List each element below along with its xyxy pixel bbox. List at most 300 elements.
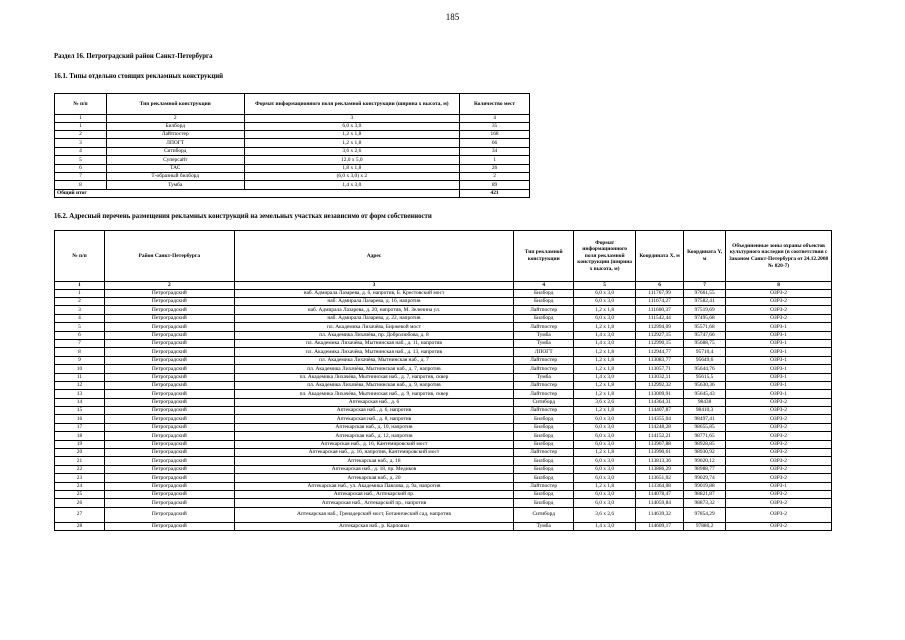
table-cell: 13 xyxy=(55,390,105,398)
table-cell: 111600,37 xyxy=(636,306,684,314)
table-cell: 114248,28 xyxy=(636,423,684,431)
table-cell: Петроградский xyxy=(104,297,234,305)
table-cell: ОЗРЗ-1 xyxy=(726,381,832,389)
table-cell: Лайтпостер xyxy=(514,482,574,490)
table-cell: 6,0 х 3,0 xyxy=(244,122,460,130)
table-cell: ОЗРЗ-2 xyxy=(726,457,832,465)
table-cell: 1,2 х 1,8 xyxy=(574,365,636,373)
table-cell: 112990,15 xyxy=(636,339,684,347)
table-row xyxy=(55,482,832,490)
table-cell: 1,2 х 1,8 xyxy=(574,348,636,356)
table-cell: Билборд xyxy=(514,499,574,507)
table-cell: 2 xyxy=(55,130,107,138)
table-cell: Лайтпостер xyxy=(106,130,244,138)
table-cell: 95747,66 xyxy=(684,331,726,339)
table-cell: Лайтпостер xyxy=(514,323,574,331)
table-cell: Лайтпостер xyxy=(514,407,574,415)
table-cell: Билборд xyxy=(514,423,574,431)
table-cell: ОЗРЗ-2 xyxy=(726,474,832,482)
table-cell: 1 xyxy=(460,156,530,164)
table-cell: пл. Академика Лихачёва, Мытнинская наб., д. 7 xyxy=(234,356,514,364)
table-cell: 1,4 х 3,0 xyxy=(574,339,636,347)
table-cell: 1,4 х 3,0 xyxy=(574,373,636,381)
table-cell: ОЗРЗ-1 xyxy=(726,356,832,364)
table-cell: пл. Академика Лихачёва, Биржевой мост xyxy=(234,323,514,331)
table-cell: Билборд xyxy=(514,440,574,448)
page-number: 185 xyxy=(445,12,460,22)
table-header-row xyxy=(55,231,832,282)
table-cell: ОЗРЗ-1 xyxy=(726,323,832,331)
construction-types-table xyxy=(54,93,530,198)
table-row xyxy=(55,297,832,305)
table-cell: Петроградский xyxy=(104,490,234,498)
table-cell: наб. Адмирала Лазарева, д. 22, напротив xyxy=(234,314,514,322)
table-cell: 97582,41 xyxy=(684,297,726,305)
table-cell: ОЗРЗ-2 xyxy=(726,398,832,406)
table-cell: 114355,04 xyxy=(636,415,684,423)
table-cell: 95644,76 xyxy=(684,365,726,373)
table-cell: 20 xyxy=(55,449,105,457)
table-cell: Аптекарская наб., д. 10, напротив xyxy=(234,423,514,431)
table-cell: 5 xyxy=(55,323,105,331)
table-cell: Аптекарская наб., д. 20 xyxy=(234,474,514,482)
table-cell: Ситиборд xyxy=(514,398,574,406)
table-cell: Билборд xyxy=(514,490,574,498)
column-number-cell: 4 xyxy=(460,115,530,123)
table-cell: ОЗРЗ-1 xyxy=(726,390,832,398)
table-cell: ОЗРЗ-2 xyxy=(726,465,832,473)
table-cell: Лайтпостер xyxy=(514,306,574,314)
column-number-cell: 2 xyxy=(104,282,234,290)
table-cell: пл. Академика Лихачёва, Мытнинская наб., д. 9, напротив xyxy=(234,381,514,389)
table-cell: 6,0 х 3,0 xyxy=(574,423,636,431)
table-cell: 12,0 х 5,0 xyxy=(244,156,460,164)
table-cell: 1,8 х 1,8 xyxy=(244,164,460,172)
table-cell: 26 xyxy=(460,164,530,172)
total-label: Общий итог xyxy=(55,189,460,197)
table-row xyxy=(55,490,832,498)
table-cell: 111542,44 xyxy=(636,314,684,322)
table-cell: 114609,17 xyxy=(636,522,684,530)
table-cell: Тумба xyxy=(514,373,574,381)
table-row xyxy=(55,407,832,415)
table-cell: Петроградский xyxy=(104,507,234,522)
table-cell: 113813,36 xyxy=(636,457,684,465)
table-cell: 11 xyxy=(55,373,105,381)
total-row xyxy=(55,189,530,197)
table-cell: Петроградский xyxy=(104,306,234,314)
table-cell: Лайтпостер xyxy=(514,390,574,398)
table-cell: 12 xyxy=(55,381,105,389)
table-cell: 1,2 х 1,8 xyxy=(574,449,636,457)
table-cell: ОЗРЗ-1 xyxy=(726,339,832,347)
table-cell: Аптекарская наб., ул. Академика Павлова, д. 9а, напротив xyxy=(234,482,514,490)
table-cell: 98655,85 xyxy=(684,423,726,431)
table-cell: наб. Адмирала Лазарева, д. 20, напротив, М. Зеленина ул. xyxy=(234,306,514,314)
table-cell: Петроградский xyxy=(104,398,234,406)
table-row xyxy=(55,365,832,373)
table-cell: Лайтпостер xyxy=(514,381,574,389)
table-cell: ОЗРЗ-2 xyxy=(726,449,832,457)
table-cell: 6,0 х 3,0 xyxy=(574,457,636,465)
header-cell: Район Санкт-Петербурга xyxy=(104,231,234,282)
table-cell: 6,0 х 3,0 xyxy=(574,490,636,498)
table-cell: 5 xyxy=(55,156,107,164)
table-cell: 111674,27 xyxy=(636,297,684,305)
table-cell: ЛПОГТ xyxy=(106,139,244,147)
table-cell: ОЗРЗ-1 xyxy=(726,373,832,381)
table-cell: 95615,5 xyxy=(684,373,726,381)
table-cell: Билборд xyxy=(514,314,574,322)
table-cell: Аптекарская наб., р. Карповки xyxy=(234,522,514,530)
header-cell: Адрес xyxy=(234,231,514,282)
table-cell: 6,0 х 3,0 xyxy=(574,474,636,482)
table-cell: 6,0 х 3,0 xyxy=(574,314,636,322)
table-cell: Аптекарская наб., Гренадерский мост, Ботанический сад, напротив xyxy=(234,507,514,522)
table-cell: Билборд xyxy=(514,415,574,423)
table-cell: 95649,6 xyxy=(684,356,726,364)
table-cell: 113009,91 xyxy=(636,390,684,398)
table-row xyxy=(55,432,832,440)
table-cell: пл. Академика Лихачёва, Мытнинская наб., д. 7, напротив xyxy=(234,365,514,373)
table-cell: 14 xyxy=(55,398,105,406)
table-row xyxy=(55,130,530,138)
table-cell: ОЗРЗ-2 xyxy=(726,423,832,431)
table-cell: Ситиборд xyxy=(514,507,574,522)
table-cell: ОЗРЗ-2 xyxy=(726,314,832,322)
table-cell: 26 xyxy=(55,499,105,507)
table-cell: ОЗРЗ-1 xyxy=(726,365,832,373)
header-cell: Формат информационного поля рекламной конструкции (ширина х высота, м) xyxy=(574,231,636,282)
table-cell: 1,2 х 1,8 xyxy=(574,482,636,490)
table-cell: 16 xyxy=(55,415,105,423)
column-number-row xyxy=(55,282,832,290)
table-cell: 8 xyxy=(55,348,105,356)
table-cell: 99020,12 xyxy=(684,457,726,465)
table-cell: 113032,11 xyxy=(636,373,684,381)
table-cell: Лайтпостер xyxy=(514,449,574,457)
table-row xyxy=(55,507,832,522)
table-cell: 89 xyxy=(460,181,530,189)
subsection-title-types: 16.1. Типы отдельно стоящих рекламных конструкций xyxy=(54,73,224,80)
table-cell: Петроградский xyxy=(104,432,234,440)
table-cell: Ситиборд xyxy=(106,147,244,155)
table-cell: ОЗРЗ-1 xyxy=(726,331,832,339)
table-cell: 6,0 х 3,0 xyxy=(574,440,636,448)
table-cell: 114152,21 xyxy=(636,432,684,440)
table-cell: 1 xyxy=(55,289,105,297)
table-row xyxy=(55,147,530,155)
table-cell: 27 xyxy=(55,507,105,522)
table-cell: Петроградский xyxy=(104,314,234,322)
table-cell: 23 xyxy=(55,474,105,482)
table-cell: 18 xyxy=(55,432,105,440)
column-number-cell: 2 xyxy=(106,115,244,123)
table-cell: Аптекарская наб., Аптекарский пр., напротив xyxy=(234,499,514,507)
table-cell: 1,2 х 1,8 xyxy=(574,381,636,389)
table-cell: Аптекарская наб., д. 18, пр. Медиков xyxy=(234,465,514,473)
column-number-cell: 8 xyxy=(726,282,832,290)
table-row xyxy=(55,172,530,180)
table-cell: 3,6 х 2,6 xyxy=(574,398,636,406)
table-cell: 113364,08 xyxy=(636,482,684,490)
table-cell: 98497,41 xyxy=(684,415,726,423)
table-cell: Билборд xyxy=(514,474,574,482)
table-cell: ОЗРЗ-2 xyxy=(726,306,832,314)
table-cell: 1,2 х 1,8 xyxy=(244,130,460,138)
address-list-table xyxy=(54,230,832,531)
table-cell: Петроградский xyxy=(104,415,234,423)
table-cell: Петроградский xyxy=(104,348,234,356)
table-header-row xyxy=(55,94,530,115)
table-row xyxy=(55,306,832,314)
table-cell: 6,0 х 3,0 xyxy=(574,465,636,473)
table-cell: ОЗРЗ-2 xyxy=(726,499,832,507)
table-cell: 1,4 х 3,0 xyxy=(574,522,636,530)
table-cell: 97880,2 xyxy=(684,522,726,530)
table-cell: 95688,75 xyxy=(684,339,726,347)
table-cell: Петроградский xyxy=(104,365,234,373)
table-cell: пл. Академика Лихачёва, пр. Добролюбова, д. 8 xyxy=(234,331,514,339)
table-cell: 97854,29 xyxy=(684,507,726,522)
table-cell: ОЗРЗ-2 xyxy=(726,432,832,440)
table-cell: наб. Адмирала Лазарева, д. 16, напротив xyxy=(234,297,514,305)
table-cell: 95645,43 xyxy=(684,390,726,398)
table-cell: 1,2 х 1,8 xyxy=(574,306,636,314)
table-cell: 98930,92 xyxy=(684,449,726,457)
table-cell: Билборд xyxy=(514,289,574,297)
table-cell: Петроградский xyxy=(104,381,234,389)
table-row xyxy=(55,139,530,147)
column-number-cell: 3 xyxy=(234,282,514,290)
table-cell: Аптекарская наб., д. 6 xyxy=(234,398,514,406)
table-cell: 98873,32 xyxy=(684,499,726,507)
table-cell: 97661,55 xyxy=(684,289,726,297)
table-cell: Петроградский xyxy=(104,499,234,507)
table-cell: пл. Академика Лихачёва, Мытнинская наб., д. 9, напротив, сквер xyxy=(234,390,514,398)
table-cell: Петроградский xyxy=(104,449,234,457)
table-row xyxy=(55,289,832,297)
table-cell: Аптекарская наб., Аптекарский пр. xyxy=(234,490,514,498)
column-number-cell: 5 xyxy=(574,282,636,290)
table-cell: Петроградский xyxy=(104,407,234,415)
table-cell: Петроградский xyxy=(104,356,234,364)
header-cell: № п/п xyxy=(55,94,107,115)
table-cell: 1,4 х 3,0 xyxy=(574,331,636,339)
table-cell: 35 xyxy=(460,122,530,130)
header-cell: Количество мест xyxy=(460,94,530,115)
table-row xyxy=(55,339,832,347)
table-cell: 6 xyxy=(55,331,105,339)
table-cell: 4 xyxy=(55,147,107,155)
table-cell: 95710,4 xyxy=(684,348,726,356)
table-cell: 34 xyxy=(460,147,530,155)
table-row xyxy=(55,440,832,448)
table-cell: 3,6 х 2,6 xyxy=(574,507,636,522)
table-cell: 99029,74 xyxy=(684,474,726,482)
table-cell: 1 xyxy=(55,122,107,130)
table-cell: ОЗРЗ-2 xyxy=(726,440,832,448)
header-cell: Объединенные зоны охраны объектов культурного наследия (в соответствии с Законом Санкт-Петербурга от 24.12.2008 № 820-7) xyxy=(726,231,832,282)
table-cell: Петроградский xyxy=(104,465,234,473)
table-cell: 113990,61 xyxy=(636,449,684,457)
table-cell: 6,0 х 3,0 xyxy=(574,432,636,440)
table-cell: Петроградский xyxy=(104,390,234,398)
table-cell: пл. Академика Лихачёва, Мытнинская наб., д. 7, напротив, сквер xyxy=(234,373,514,381)
column-number-cell: 6 xyxy=(636,282,684,290)
table-cell: Тумба xyxy=(514,339,574,347)
table-row xyxy=(55,449,832,457)
table-cell: 3 xyxy=(55,139,107,147)
table-cell: Петроградский xyxy=(104,373,234,381)
table-row xyxy=(55,474,832,482)
table-cell: Билборд xyxy=(106,122,244,130)
table-cell: Аптекарская наб., д. 12, напротив xyxy=(234,432,514,440)
table-row xyxy=(55,457,832,465)
table-cell: 98928,85 xyxy=(684,440,726,448)
table-cell: Петроградский xyxy=(104,440,234,448)
table-cell: Аптекарская наб., д. 18 xyxy=(234,457,514,465)
table-cell: 97495,68 xyxy=(684,314,726,322)
table-row xyxy=(55,415,832,423)
table-cell: Тумба xyxy=(514,331,574,339)
header-cell: Тип рекламной конструкции xyxy=(106,94,244,115)
table-cell: 112992,32 xyxy=(636,381,684,389)
table-cell: Аптекарская наб., д. 16, напротив, Кантемировский мост xyxy=(234,449,514,457)
table-cell: ЛПОГТ xyxy=(514,348,574,356)
table-cell: Билборд xyxy=(514,297,574,305)
table-cell: 19 xyxy=(55,440,105,448)
table-cell: (6,0 х 3,0) х 2 xyxy=(244,172,460,180)
table-cell: 8 xyxy=(55,181,107,189)
table-cell: Петроградский xyxy=(104,289,234,297)
table-cell: 114407,87 xyxy=(636,407,684,415)
table-cell: 2 xyxy=(460,172,530,180)
table-row xyxy=(55,522,832,530)
table-cell: 98771,65 xyxy=(684,432,726,440)
table-cell: 15 xyxy=(55,407,105,415)
table-cell: 97519,69 xyxy=(684,306,726,314)
header-cell: № п/п xyxy=(55,231,105,282)
table-cell: 6,0 х 3,0 xyxy=(574,289,636,297)
table-cell: 6,0 х 3,0 xyxy=(574,499,636,507)
table-cell: 3 xyxy=(55,306,105,314)
table-cell: 113967,88 xyxy=(636,440,684,448)
subsection-title-addresses: 16.2. Адресный перечень размещения рекламных конструкций на земельных участках независимо от форм собственности xyxy=(54,213,432,220)
column-number-cell: 3 xyxy=(244,115,460,123)
table-cell: Петроградский xyxy=(104,457,234,465)
table-cell: Петроградский xyxy=(104,423,234,431)
table-row xyxy=(55,390,832,398)
column-number-cell: 1 xyxy=(55,115,107,123)
table-row xyxy=(55,314,832,322)
table-cell: 113057,71 xyxy=(636,365,684,373)
section-title: Раздел 16. Петроградский район Санкт-Петербурга xyxy=(54,53,213,60)
table-cell: Петроградский xyxy=(104,482,234,490)
table-cell: 113083,77 xyxy=(636,356,684,364)
table-cell: пл. Академика Лихачёва, Мытнинская наб., д. 11, напротив xyxy=(234,339,514,347)
table-cell: 66 xyxy=(460,139,530,147)
table-row xyxy=(55,331,832,339)
table-cell: ТАС xyxy=(106,164,244,172)
table-cell: Суперсайт xyxy=(106,156,244,164)
table-cell: 21 xyxy=(55,457,105,465)
table-cell: 114059,84 xyxy=(636,499,684,507)
table-cell: ОЗРЗ-2 xyxy=(726,297,832,305)
table-cell: 98988,77 xyxy=(684,465,726,473)
table-row xyxy=(55,499,832,507)
table-cell: Аптекарская наб., д. 6, напротив xyxy=(234,407,514,415)
header-cell: Тип рекламной конструкции xyxy=(514,231,574,282)
table-cell: 1,2 х 1,8 xyxy=(574,356,636,364)
table-cell: 112944,77 xyxy=(636,348,684,356)
table-cell: 28 xyxy=(55,522,105,530)
table-cell: Тумба xyxy=(106,181,244,189)
table-cell: 6,0 х 3,0 xyxy=(574,297,636,305)
column-number-cell: 4 xyxy=(514,282,574,290)
total-value: 421 xyxy=(460,189,530,197)
table-cell: 6 xyxy=(55,164,107,172)
table-cell: 95630,36 xyxy=(684,381,726,389)
table-cell: 9 xyxy=(55,356,105,364)
table-row xyxy=(55,381,832,389)
table-cell: Петроградский xyxy=(104,331,234,339)
table-cell: ОЗРЗ-2 xyxy=(726,415,832,423)
table-cell: Лайтпостер xyxy=(514,365,574,373)
table-cell: Билборд xyxy=(514,432,574,440)
table-cell: ОЗРЗ-2 xyxy=(726,507,832,522)
table-cell: 114078,47 xyxy=(636,490,684,498)
table-cell: 2 xyxy=(55,297,105,305)
header-cell: Координата X, м xyxy=(636,231,684,282)
table-cell: Тумба xyxy=(514,522,574,530)
table-cell: Петроградский xyxy=(104,323,234,331)
table-cell: ОЗРЗ-2 xyxy=(726,407,832,415)
table-cell: Петроградский xyxy=(104,522,234,530)
table-cell: 7 xyxy=(55,339,105,347)
table-row xyxy=(55,348,832,356)
table-cell: 3,6 х 2,6 xyxy=(244,147,460,155)
table-row xyxy=(55,156,530,164)
table-cell: ОЗРЗ-2 xyxy=(726,289,832,297)
table-cell: 114364,31 xyxy=(636,398,684,406)
table-cell: 98438 xyxy=(684,398,726,406)
table-cell: 17 xyxy=(55,423,105,431)
header-cell: Формат информационного поля рекламной конструкции (ширина х высота, м) xyxy=(244,94,460,115)
column-number-cell: 1 xyxy=(55,282,105,290)
table-row xyxy=(55,465,832,473)
table-cell: 1,2 х 1,8 xyxy=(574,407,636,415)
table-cell: Билборд xyxy=(514,465,574,473)
column-number-row xyxy=(55,115,530,123)
table-cell: Аптекарская наб., д. 8, напротив xyxy=(234,415,514,423)
table-cell: ОЗРЗ-2 xyxy=(726,522,832,530)
table-cell: 113651,02 xyxy=(636,474,684,482)
table-row xyxy=(55,181,530,189)
table-cell: 98821,87 xyxy=(684,490,726,498)
table-cell: 4 xyxy=(55,314,105,322)
table-cell: 7 xyxy=(55,172,107,180)
table-cell: 114639,32 xyxy=(636,507,684,522)
table-cell: 25 xyxy=(55,490,105,498)
table-cell: 98410,3 xyxy=(684,407,726,415)
table-cell: 112994,09 xyxy=(636,323,684,331)
table-cell: наб. Адмирала Лазарева, д. 6, напротив, Б. Крестовский мост xyxy=(234,289,514,297)
table-cell: 6,0 х 3,0 xyxy=(574,415,636,423)
table-cell: Лайтпостер xyxy=(514,356,574,364)
table-cell: 10 xyxy=(55,365,105,373)
table-cell: 1,2 х 1,8 xyxy=(574,390,636,398)
